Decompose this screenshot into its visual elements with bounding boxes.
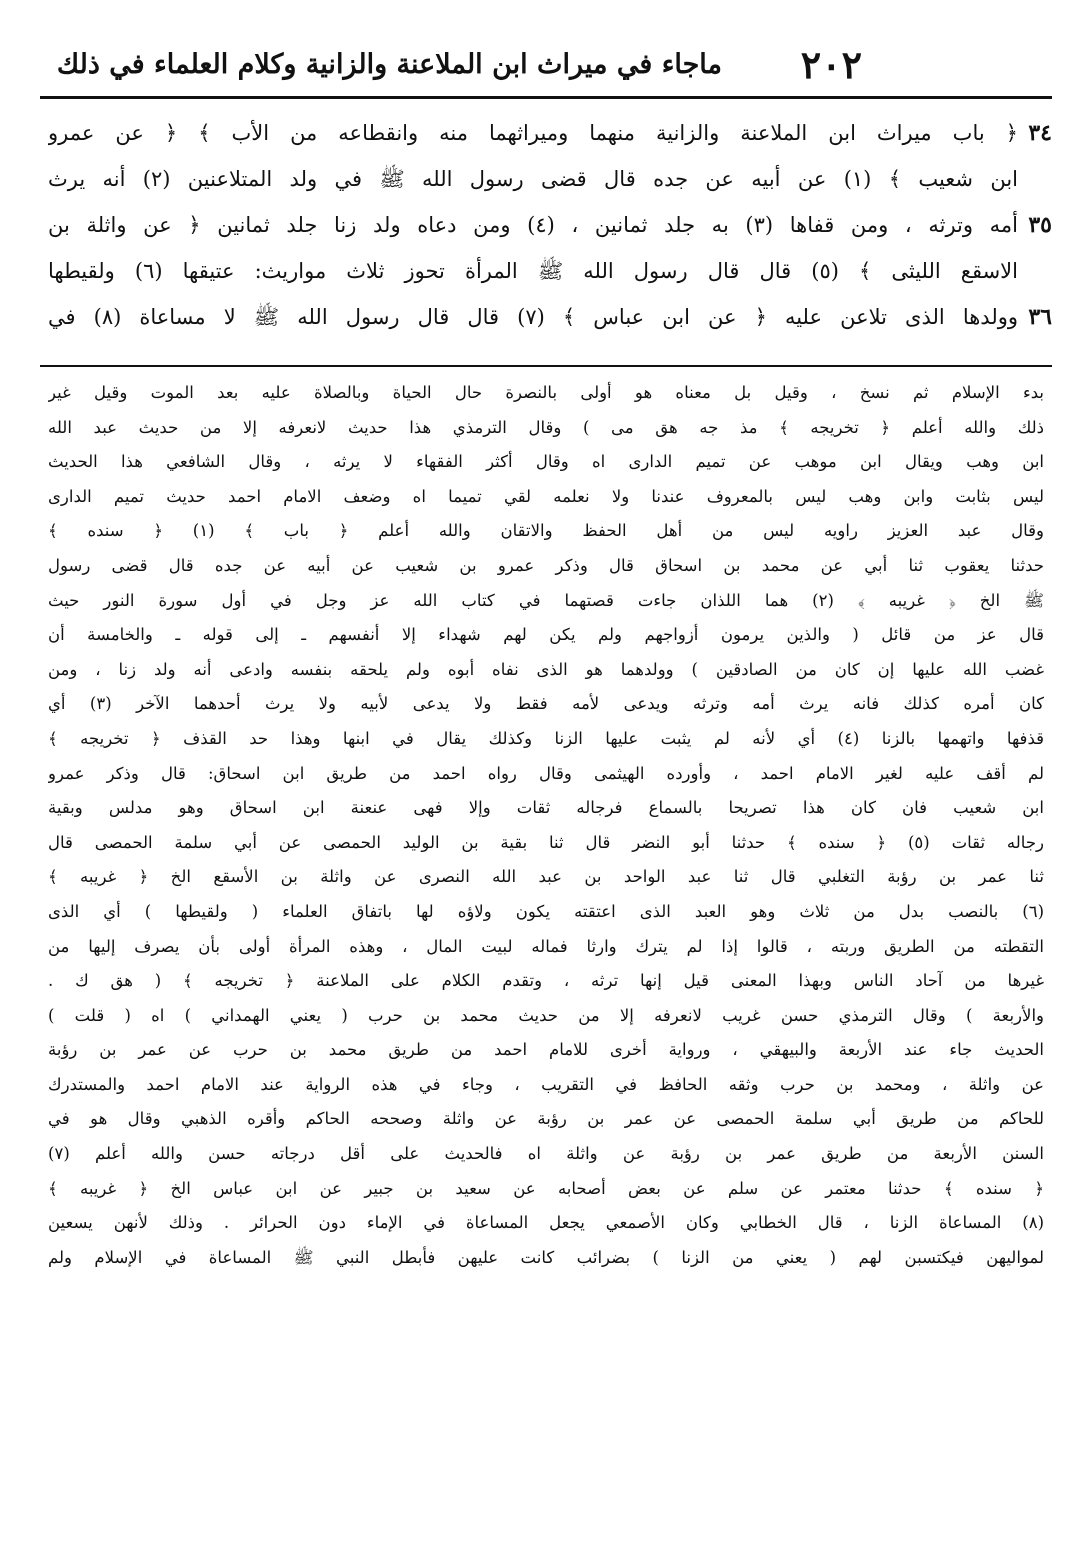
footnote-line xyxy=(48,1345,1044,1380)
footnote-line: كان أمره كذلك فانه يرث أمه وترثه ويدعى لأمه فقط ولا يدعى لأبيه ولا يرث أحدهما الآخر (٣) أي xyxy=(48,694,1044,714)
footnote-line: عن واثلة ، ومحمد بن حرب وثقه الحافظ في التقريب ، وجاء في هذه الرواية عند الامام احمد والمستدرك xyxy=(48,1074,1044,1094)
hadith-number: ٣٤ xyxy=(1028,120,1052,146)
footnote-line: غيرها من آحاد الناس وبهذا المعنى قيل إنها ترثه ، وتقدم الكلام على الملاعنة ﴿ تخريجه ﴾ ( هق ك . xyxy=(48,971,1044,991)
footnote-line: لمواليهن فيكتسبن لهم ( يعني من الزنا ) بضرائب كانت عليهن فأبطل النبي ﷺ المساعاة في الإسلام ولم xyxy=(48,1247,1044,1267)
main-text-line: أمه وترثه ، ومن قفاها (٣) به جلد ثمانين ، (٤) ومن دعاه ولد زنا جلد ثمانين ﴿ عن واثلة بن xyxy=(48,213,1018,237)
footnote-line: ذلك والله أعلم ﴿ تخريجه ﴾ مذ جه هق مى ) وقال الترمذي هذا حديث لانعرفه إلا من حديث عبد الله xyxy=(48,417,1044,437)
footnote-line: ليس بثابت وابن وهب ليس بالمعروف عندنا ولا نعلمه لقي تميما اه وضعف الامام احمد حديث تميم الدارى xyxy=(48,486,1044,506)
footnote-line xyxy=(48,1275,1044,1310)
running-header xyxy=(40,42,1052,88)
page-number: ٢٠٢ xyxy=(800,42,862,87)
footnote-separator-rule xyxy=(40,365,1052,367)
footnote-line: الحديث جاء عند الأربعة والبيهقي ، ورواية أخرى للامام احمد من طريق محمد بن حرب عن عمر بن رؤبة xyxy=(48,1040,1044,1060)
footnote-line xyxy=(48,1414,1044,1449)
footnote-line xyxy=(48,1379,1044,1414)
footnote-line: وقال عبد العزيز راويه ليس من أهل الحفظ والاتقان والله أعلم ﴿ باب ﴾ (١) ﴿ سنده ﴾ xyxy=(48,521,1044,541)
footnote-line: التقطته من الطريق وربته ، قالوا إذا لم يترك وارثا فماله لبيت المال ، وهذه المرأة أولى بأن يصرف إليها من xyxy=(48,936,1044,956)
footnote-line: ﴿ سنده ﴾ حدثنا معتمر عن سلم عن بعض أصحابه عن سعيد بن جبير عن ابن عباس الخ ﴿ غريبه ﴾ xyxy=(48,1178,1044,1198)
main-text-line: ابن شعيب ﴾ (١) عن أبيه عن جده قال قضى رسول الله ﷺ في ولد المتلاعنين (٢) أنه يرث xyxy=(48,167,1018,191)
footnote-line: (٦) بالنصب بدل من ثلاث وهو العبد الذى اعتقته يكون ولاؤه لها باتفاق العلماء ( ولقيطها ) أي الذى xyxy=(48,901,1044,921)
hadith-number: ٣٦ xyxy=(1028,304,1052,330)
main-text-line: ﴿ باب ميراث ابن الملاعنة والزانية منهما وميراثهما منه وانقطاعه من الأب ﴾ ﴿ عن عمرو xyxy=(48,121,1018,145)
footnote-line: ﷺ الخ ﴿ غريبه ﴾ (٢) هما اللذان جاءت قصتهما في كتاب الله عز وجل في أول سورة النور حيث xyxy=(48,590,1044,610)
footnotes-block xyxy=(48,376,1044,1448)
main-text-line: وولدها الذى تلاعن عليه ﴿ عن ابن عباس ﴾ (٧) قال قال رسول الله ﷺ لا مساعاة (٨) في xyxy=(48,305,1018,329)
footnote-line: لم أقف عليه لغير الامام احمد ، وأورده الهيثمى وقال رواه احمد من طريق ابن اسحاق: قال وذكر عمرو xyxy=(48,763,1044,783)
hadith-number: ٣٥ xyxy=(1028,212,1052,238)
footnote-line: ابن وهب ويقال ابن موهب عن تميم الدارى اه وقال أكثر الفقهاء لا يرثه ، وقال الشافعي هذا الحديث xyxy=(48,452,1044,472)
main-text-line: الاسقع الليثى ﴾ (٥) قال قال رسول الله ﷺ المرأة تحوز ثلاث مواريث: عتيقها (٦) ولقيطها xyxy=(48,259,1018,283)
footnote-line: غضب الله عليها إن كان من الصادقين ) وولدهما هو الذى نفاه أبوه ولم يلحقه بنفسه وادعى أنه ولد زنا ، ومن xyxy=(48,659,1044,679)
footnote-line: ثنا عمر بن رؤبة التغلبي قال ثنا عبد الواحد بن عبد الله النصرى عن واثلة بن الأسقع الخ ﴿ غريبه ﴾ xyxy=(48,867,1044,887)
footnote-line xyxy=(48,1310,1044,1345)
footnote-line: قال عز من قائل ( والذين يرمون أزواجهم ولم يكن لهم شهداء إلا أنفسهم ـ إلى قوله ـ والخامسة أن xyxy=(48,625,1044,645)
header-rule xyxy=(40,96,1052,99)
running-title: ماجاء في ميراث ابن الملاعنة والزانية وكلام العلماء في ذلك xyxy=(56,49,722,80)
footnote-line: ابن شعيب فان كان هذا تصريحا بالسماع فرجاله ثقات وإلا فهى عنعنة ابن اسحاق وهو مدلس وبقية xyxy=(48,798,1044,818)
footnote-line: السنن الأربعة من طريق عمر بن رؤبة عن واثلة اه فالحديث على أقل درجاته حسن والله أعلم (٧) xyxy=(48,1144,1044,1164)
footnote-line: حدثنا يعقوب ثنا أبي عن محمد بن اسحاق قال وذكر عمرو بن شعيب عن أبيه عن جده قال قضى رسول xyxy=(48,555,1044,575)
footnote-line: للحاكم من طريق أبي سلمة الحمصى عن عمر بن رؤبة عن واثلة وصححه الحاكم وأقره الذهبي وقال هو في xyxy=(48,1109,1044,1129)
footnote-line: والأربعة ) وقال الترمذي حسن غريب لانعرفه إلا من حديث محمد بن حرب ( يعني الهمداني ) اه ( قلت ) xyxy=(48,1005,1044,1025)
footnote-line: بدء الإسلام ثم نسخ ، وقيل بل معناه هو أولى بالنصرة حال الحياة وبالصلاة عليه بعد الموت وقيل غير xyxy=(48,383,1044,402)
footnote-line: قذفها واتهمها بالزنا (٤) أي لأنه لم يثبت عليها الزنا وكذلك يقال في ابنها وهذا حد القذف ﴿ تخريجه ﴾ xyxy=(48,728,1044,748)
footnote-line: رجاله ثقات (٥) ﴿ سنده ﴾ حدثنا أبو النضر قال ثنا بقية بن الوليد الحمصى عن أبي سلمة الحمصى قال xyxy=(48,832,1044,852)
footnote-line: (٨) المساعاة الزنا ، قال الخطابي وكان الأصمعي يجعل المساعاة في الإماء دون الحرائر . وذلك لأنهن يسعين xyxy=(48,1213,1044,1233)
main-text-block xyxy=(48,110,1018,340)
